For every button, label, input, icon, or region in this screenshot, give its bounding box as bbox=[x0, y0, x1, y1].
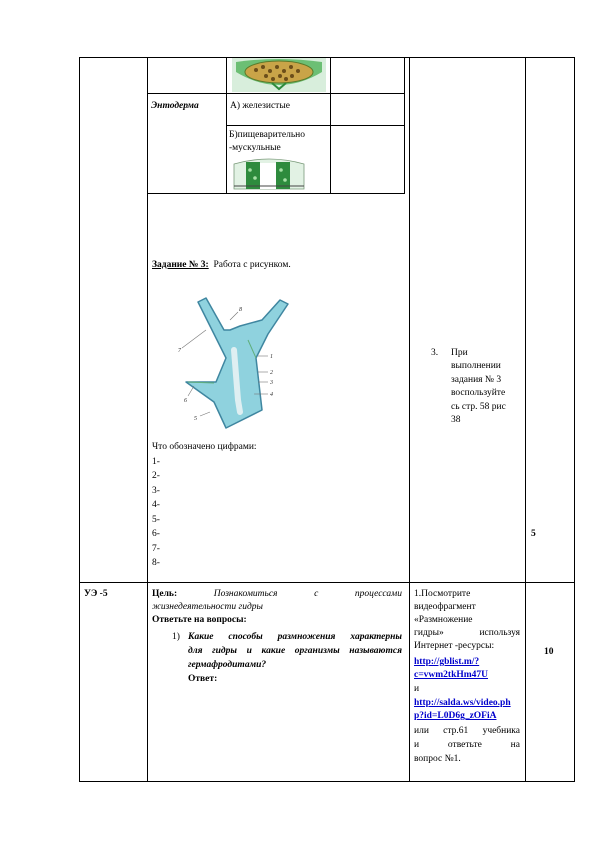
answer-line-7: 7- bbox=[152, 544, 160, 554]
glandular-cell-image bbox=[232, 58, 326, 92]
figure-number-6: 6 bbox=[184, 398, 187, 404]
subtable-hline-1 bbox=[147, 93, 405, 94]
goal-word-1: Познакомиться bbox=[213, 589, 278, 599]
unit-code: УЭ -5 bbox=[84, 589, 108, 599]
goal-word-2: с bbox=[314, 589, 319, 599]
instr-after-1: или стр.61 учебника bbox=[414, 726, 520, 736]
hydra-figure bbox=[176, 290, 294, 430]
task3-text: Работа с рисунком. bbox=[213, 260, 291, 270]
col-divider-1 bbox=[147, 57, 148, 782]
question-line-2: для гидры и какие организмы называются bbox=[188, 646, 402, 656]
answer-label: Ответ: bbox=[188, 674, 218, 684]
task3-title: Задание № 3: bbox=[152, 260, 209, 270]
col-divider-3 bbox=[525, 57, 526, 782]
figure-question: Что обозначено цифрами: bbox=[152, 442, 257, 452]
col-divider-2 bbox=[409, 57, 410, 782]
instr-line-5: Интернет -ресурсы: bbox=[414, 641, 495, 651]
goal-word-3: процессами bbox=[354, 589, 402, 599]
digestive-muscle-cell-image bbox=[232, 156, 306, 191]
unit-points: 10 bbox=[544, 647, 554, 657]
instr-after-2: и ответьте на bbox=[414, 740, 520, 750]
instr-line-1: 1.Посмотрите bbox=[414, 589, 471, 599]
video-link-1-line-2[interactable]: c=vwm2tkHm47U bbox=[414, 670, 489, 680]
answer-line-8: 8- bbox=[152, 558, 160, 568]
task3-heading bbox=[152, 259, 291, 271]
hint-line-5: сь стр. 58 рис bbox=[451, 402, 506, 412]
answer-line-3: 3- bbox=[152, 486, 160, 496]
goal-line-2: жизнедеятельности гидры bbox=[152, 602, 263, 612]
instr-after-3: вопрос №1. bbox=[414, 754, 461, 764]
task3-points: 5 bbox=[531, 529, 536, 539]
table-top-border bbox=[79, 57, 575, 58]
conjunction-and: и bbox=[414, 684, 420, 694]
question-line-3: гермафродитами? bbox=[188, 660, 267, 670]
goal-label: Цель: bbox=[152, 589, 178, 599]
answer-line-6: 6- bbox=[152, 529, 160, 539]
table-right-border bbox=[574, 57, 575, 782]
digestive-cells-label-2: -мускульные bbox=[229, 143, 281, 153]
answer-line-4: 4- bbox=[152, 500, 160, 510]
subtable-bottom bbox=[147, 193, 405, 194]
instr-line-4: гидры» используя bbox=[414, 628, 520, 638]
figure-number-4: 4 bbox=[270, 392, 273, 398]
table-left-border bbox=[79, 57, 80, 782]
answer-questions-heading: Ответьте на вопросы: bbox=[152, 615, 247, 625]
instr-line-3: «Размножение bbox=[414, 615, 473, 625]
question-line-1: Какие способы размножения характерны bbox=[188, 632, 402, 642]
figure-number-7: 7 bbox=[178, 348, 181, 354]
video-link-2-line-2[interactable]: p?id=L0D6g_zOFiA bbox=[414, 711, 497, 721]
endoderm-label: Энтодерма bbox=[151, 101, 199, 111]
instr-line-2: видеофрагмент bbox=[414, 602, 476, 612]
subtable-hline-2 bbox=[226, 125, 405, 126]
figure-number-8: 8 bbox=[239, 307, 242, 313]
hint-line-2: выполнении bbox=[451, 361, 501, 371]
glandular-cells-label: А) железистые bbox=[230, 101, 290, 111]
hint-line-3: задания № 3 bbox=[451, 375, 502, 385]
answer-line-2: 2- bbox=[152, 471, 160, 481]
figure-number-1: 1 bbox=[270, 354, 273, 360]
hint-line-6: 38 bbox=[451, 415, 461, 425]
figure-number-5: 5 bbox=[194, 416, 197, 422]
video-link-2-line-1[interactable]: http://salda.ws/video.ph bbox=[414, 698, 511, 708]
figure-number-2: 2 bbox=[270, 370, 273, 376]
digestive-cells-label-1: Б)пищеварительно bbox=[229, 130, 306, 140]
hint-line-1: При bbox=[451, 348, 468, 358]
hint-line-4: воспользуйте bbox=[451, 388, 506, 398]
answer-line-1: 1- bbox=[152, 457, 160, 467]
table-row-divider bbox=[79, 582, 575, 583]
answer-line-5: 5- bbox=[152, 515, 160, 525]
figure-number-3: 3 bbox=[270, 380, 273, 386]
video-link-1-line-1[interactable]: http://gblist.m/? bbox=[414, 657, 480, 667]
question-number: 1) bbox=[172, 632, 180, 642]
table-bottom-border bbox=[79, 781, 575, 782]
goal-line-1 bbox=[152, 588, 402, 600]
hint-number: 3. bbox=[431, 348, 439, 358]
